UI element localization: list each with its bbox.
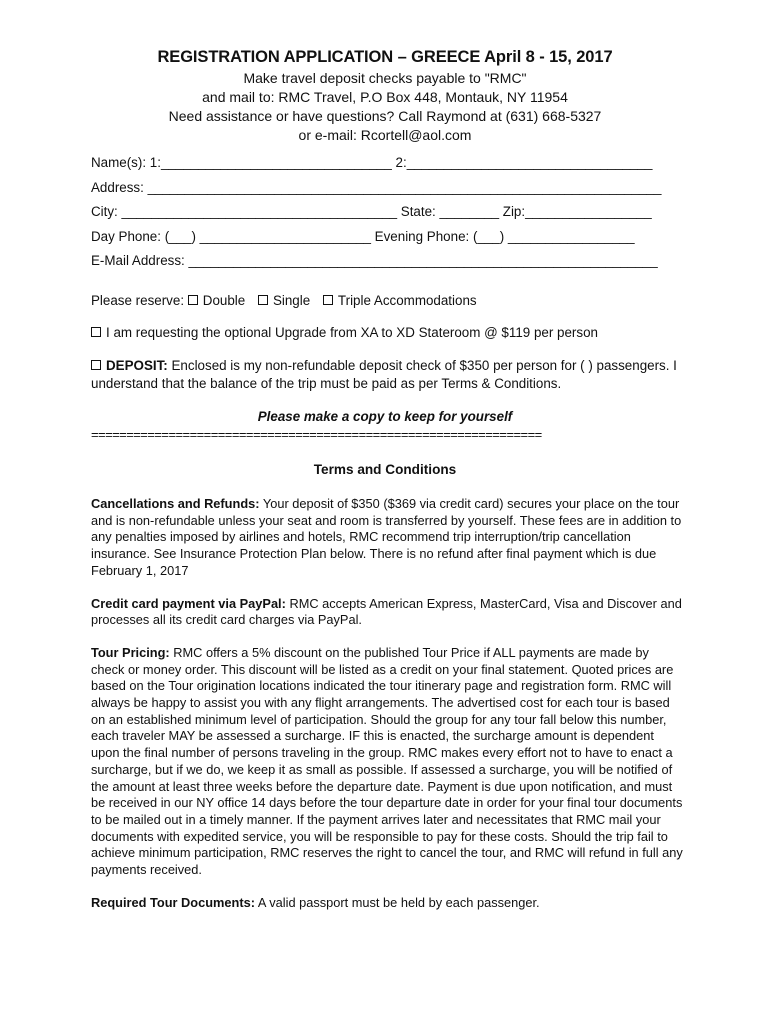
email-contact-line: or e-mail: Rcortell@aol.com bbox=[298, 127, 472, 143]
document-header bbox=[0, 47, 770, 145]
triple-checkbox[interactable] bbox=[323, 295, 333, 305]
tour-documents-text: A valid passport must be held by each passenger. bbox=[257, 894, 540, 910]
separator-rule: ================================================================ bbox=[91, 427, 542, 442]
reserve-label: Please reserve: bbox=[91, 293, 185, 308]
tour-pricing-heading: Tour Pricing: bbox=[91, 644, 170, 660]
mailing-address-line: and mail to: RMC Travel, P.O Box 448, Montauk, NY 11954 bbox=[202, 89, 568, 105]
tour-pricing-paragraph bbox=[91, 645, 683, 879]
triple-label: Triple Accommodations bbox=[337, 293, 477, 308]
cancellations-heading: Cancellations and Refunds: bbox=[91, 496, 260, 511]
cancellations-text: Your deposit of $350 ($369 via credit card) secures your place on the tour and is non-refundable unless your seat and room is transferred by yourself. These fees are in addition to any penalties imposed by airlines and hotels, RMC recommend trip interruption/trip cancellation insurance. See Insurance Protection Plan below. There is no refund after final payment which is due February 1, 2017 bbox=[91, 496, 682, 578]
deposit-text: Enclosed is my non-refundable deposit check of $350 per person for ( ) passengers. I understand that the balance of the trip must be paid as per Terms & Conditions. bbox=[91, 358, 677, 391]
deposit-checkbox[interactable] bbox=[91, 360, 101, 370]
tour-documents-paragraph bbox=[91, 895, 683, 912]
upgrade-checkbox[interactable] bbox=[91, 327, 101, 337]
credit-card-paragraph bbox=[91, 596, 683, 629]
double-checkbox[interactable] bbox=[188, 295, 198, 305]
double-label: Double bbox=[202, 293, 246, 308]
single-checkbox[interactable] bbox=[258, 295, 268, 305]
deposit-statement bbox=[91, 357, 691, 393]
document-title: REGISTRATION APPLICATION – GREECE April 8 - 15, 2017 bbox=[157, 48, 613, 66]
address-field[interactable]: Address: _____________________________________________________________________ bbox=[91, 179, 662, 195]
registration-form bbox=[91, 155, 681, 278]
accommodation-selection bbox=[91, 292, 691, 310]
payable-line: Make travel deposit checks payable to "RMC" bbox=[243, 70, 527, 86]
copy-note: Please make a copy to keep for yourself bbox=[257, 409, 513, 424]
upgrade-label: I am requesting the optional Upgrade from XA to XD Stateroom @ $119 per person bbox=[106, 325, 598, 340]
cancellations-paragraph bbox=[91, 496, 683, 580]
tour-documents-heading: Required Tour Documents: bbox=[91, 894, 255, 910]
names-field[interactable]: Name(s): 1:_______________________________ 2:_________________________________ bbox=[91, 155, 653, 170]
phone-field[interactable]: Day Phone: (___) _______________________ Evening Phone: (___) _________________ bbox=[91, 228, 635, 244]
terms-section bbox=[91, 496, 683, 927]
single-label: Single bbox=[272, 293, 311, 308]
credit-card-text: RMC accepts American Express, MasterCard, Visa and Discover and processes all its credit card charges via PayPal. bbox=[91, 595, 682, 628]
upgrade-option bbox=[91, 324, 691, 342]
city-state-zip-field[interactable]: City: _____________________________________ State: ________ Zip:_________________ bbox=[91, 204, 652, 219]
phone-contact-line: Need assistance or have questions? Call Raymond at (631) 668-5327 bbox=[168, 108, 602, 124]
credit-card-heading: Credit card payment via PayPal: bbox=[91, 595, 286, 611]
deposit-label: DEPOSIT: bbox=[106, 358, 168, 373]
email-field[interactable]: E-Mail Address: _______________________________________________________________ bbox=[91, 253, 658, 268]
tour-pricing-text: RMC offers a 5% discount on the published Tour Price if ALL payments are made by check or money order. This discount will be listed as a credit on your final statement. Quoted prices are based on the Tour origination locations indicated the tour itinerary page and registration form. RMC will always be happy to assist you with any flight arrangements. The advertised cost for each tour is based on an established minimum level of participation. Should the group for any tour fall below this number, each traveler MAY be assessed a surcharge. IF this is enacted, the surcharge amount is dependent upon the final number of persons traveling in the group. RMC makes every effort not to have to enact a surcharge, but if we do, we keep it as small as possible. If assessed a surcharge, you will be notified of the amount at least three weeks before the departure date. Payment is due upon notification, and must be received in our NY office 14 days before the tour departure date in order for your final tour documents to be mailed out in a timely manner. If the payment arrives later and necessitates that RMC mail your documents with expedited service, you will be responsible to pay for these costs. Should the trip fail to achieve minimum participation, RMC reserves the right to cancel the tour, and RMC will refund in full any payments received. bbox=[91, 644, 683, 878]
terms-title: Terms and Conditions bbox=[313, 462, 457, 477]
